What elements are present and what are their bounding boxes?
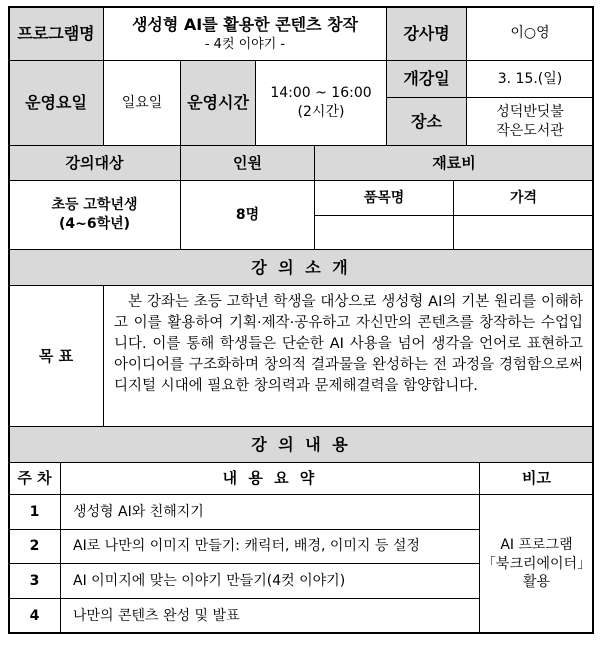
fee-label-cell — [314, 145, 594, 181]
price-label: 가격 — [509, 189, 538, 206]
goal-text-cell — [103, 285, 594, 427]
place-cell — [466, 97, 594, 146]
program-sheet — [8, 6, 594, 634]
note-line2: 「북크리에이터」 — [481, 555, 592, 572]
program-label: 프로그램명 — [17, 23, 95, 43]
instructor-cell — [466, 6, 594, 61]
table-row-summary — [60, 598, 480, 634]
summary-2: AI로 나만의 이미지 만들기: 캐릭터, 배경, 이미지 등 설정 — [73, 538, 420, 555]
time-cell — [255, 60, 387, 146]
note-line3: 활용 — [522, 574, 551, 591]
note-header-cell — [479, 462, 594, 495]
place-line2: 작은도서관 — [496, 122, 564, 139]
note-cell — [479, 494, 594, 634]
day-label: 운영요일 — [25, 93, 87, 113]
table-row-summary — [60, 529, 480, 564]
target-label-cell — [8, 145, 181, 181]
place-line1: 성덕반딧불 — [496, 103, 564, 120]
note-line1: AI 프로그램 — [500, 536, 573, 553]
target-line2: (4~6학년) — [58, 216, 131, 232]
day-label-cell — [8, 60, 104, 146]
goal-text: 본 강좌는 초등 고학년 학생을 대상으로 생성형 AI의 기본 원리를 이해하고 이를 활용하여 기획·제작·공유하고 자신만의 콘텐츠를 창작하는 수업입니다. 이를 통해 학생들은 단순한 AI 사용을 넘어 생각을 언어로 표현하고 아이디어를 구조화하며 창의적 결과물을 완성하는 전 과정을 경험함으로써 디지털 시대에 필요한 창의력과 문제해결력을 함양합니다. — [114, 294, 583, 395]
day-cell — [103, 60, 181, 146]
open-label-cell — [386, 60, 467, 98]
time-label: 운영시간 — [187, 93, 249, 113]
intro-header: 강 의 소 개 — [251, 257, 351, 277]
program-label-cell — [8, 6, 104, 61]
open-date-cell — [466, 60, 594, 98]
week-header: 주 차 — [17, 469, 52, 488]
week-header-cell — [8, 462, 61, 495]
table-row-summary — [60, 494, 480, 530]
goal-label: 목 표 — [38, 346, 74, 365]
program-title-cell — [103, 6, 387, 61]
count-label: 인원 — [233, 153, 262, 172]
time-label-cell — [180, 60, 256, 146]
instructor-label: 강사명 — [403, 23, 450, 43]
content-header: 강 의 내 용 — [251, 434, 351, 454]
target-line1: 초등 고학년생 — [51, 197, 138, 214]
open-label: 개강일 — [403, 69, 450, 89]
day-value: 일요일 — [121, 94, 163, 111]
count-label-cell — [180, 145, 315, 181]
place-label: 장소 — [411, 111, 442, 131]
week-1: 1 — [29, 503, 40, 520]
table-row-week — [8, 494, 61, 530]
week-4: 4 — [29, 607, 40, 624]
summary-4: 나만의 콘텐츠 완성 및 발표 — [73, 607, 240, 624]
item-label: 품목명 — [363, 189, 405, 206]
content-header-cell — [8, 426, 594, 463]
count-cell — [180, 180, 315, 250]
target-cell — [8, 180, 181, 250]
table-row-summary — [60, 563, 480, 599]
table-row-week — [8, 598, 61, 634]
time-value: 14:00 ~ 16:00 — [270, 85, 372, 102]
program-subtitle: - 4컷 이야기 - — [204, 36, 286, 52]
summary-3: AI 이미지에 맞는 이야기 만들기(4컷 이야기) — [73, 572, 346, 589]
instructor-label-cell — [386, 6, 467, 61]
summary-header-cell — [60, 462, 480, 495]
summary-1: 생성형 AI와 친해지기 — [73, 503, 204, 520]
price-cell — [453, 215, 594, 250]
time-duration: (2시간) — [297, 104, 345, 120]
place-label-cell — [386, 97, 467, 146]
item-cell — [314, 215, 454, 250]
fee-label: 재료비 — [432, 153, 476, 172]
price-label-cell — [453, 180, 594, 216]
summary-header: 내 용 요 약 — [222, 469, 318, 488]
open-date: 3. 15.(일) — [497, 70, 563, 87]
week-3: 3 — [29, 572, 40, 589]
note-header: 비고 — [522, 469, 551, 488]
count-value: 8명 — [235, 206, 260, 223]
item-label-cell — [314, 180, 454, 216]
program-title: 생성형 AI를 활용한 콘텐츠 창작 — [131, 14, 359, 34]
intro-header-cell — [8, 249, 594, 286]
goal-label-cell — [8, 285, 104, 427]
target-label: 강의대상 — [65, 153, 124, 172]
week-2: 2 — [29, 538, 40, 555]
table-row-week — [8, 529, 61, 564]
table-row-week — [8, 563, 61, 599]
instructor-name: 이○영 — [510, 25, 550, 42]
